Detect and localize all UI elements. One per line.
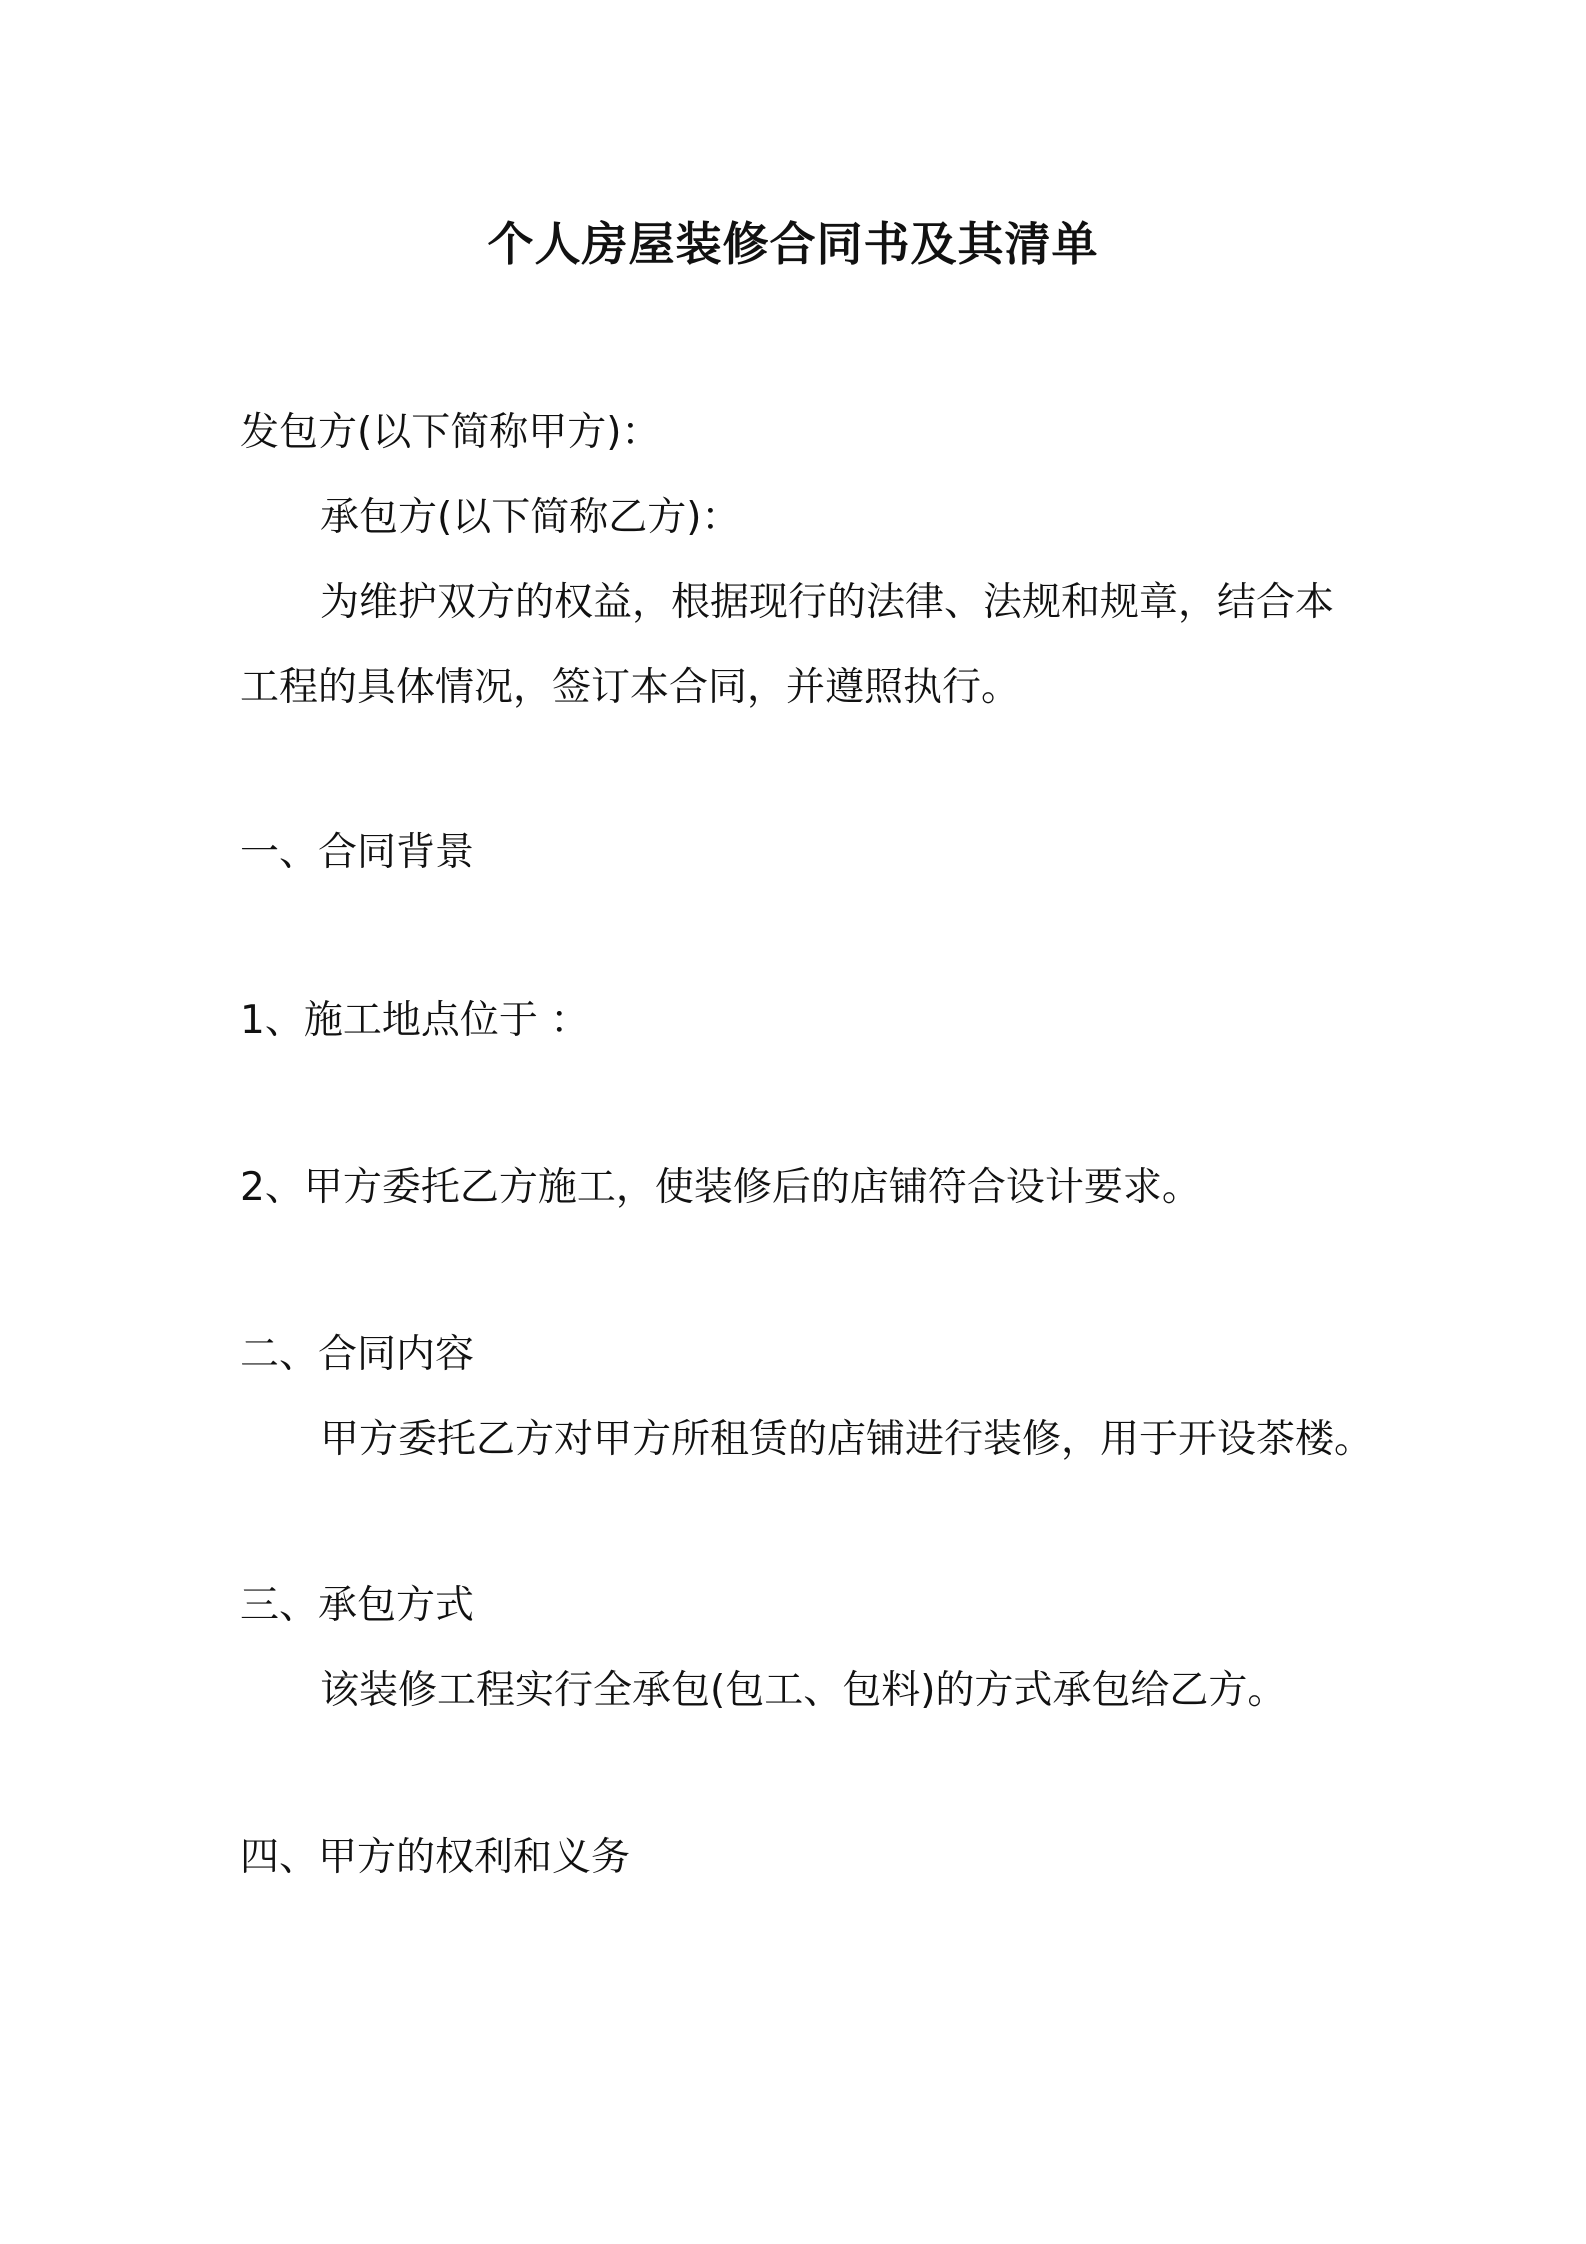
- preamble-line-2: 工程的具体情况，签订本合同，并遵照执行。: [240, 665, 1021, 710]
- section-3-body: 该装修工程实行全承包(包工、包料)的方式承包给乙方。: [320, 1668, 1287, 1713]
- section-4-heading: 四、甲方的权利和义务: [240, 1835, 631, 1880]
- section-1-heading: 一、合同背景: [240, 830, 475, 875]
- party-a-label: 发包方(以下简称甲方)：: [240, 410, 661, 455]
- section-2-heading: 二、合同内容: [240, 1332, 475, 1377]
- section-1-item-2: 2、甲方委托乙方施工，使装修后的店铺符合设计要求。: [240, 1165, 1201, 1210]
- section-3-heading: 三、承包方式: [240, 1583, 475, 1628]
- section-1-item-1: 1、施工地点位于 ：: [240, 998, 590, 1043]
- preamble-line-1: 为维护双方的权益，根据现行的法律、法规和规章，结合本: [320, 580, 1335, 625]
- document-title: 个人房屋装修合同书及其清单: [487, 217, 1099, 271]
- section-2-body: 甲方委托乙方对甲方所租赁的店铺进行装修，用于开设茶楼。: [320, 1417, 1374, 1462]
- party-b-label: 承包方(以下简称乙方)：: [320, 495, 741, 540]
